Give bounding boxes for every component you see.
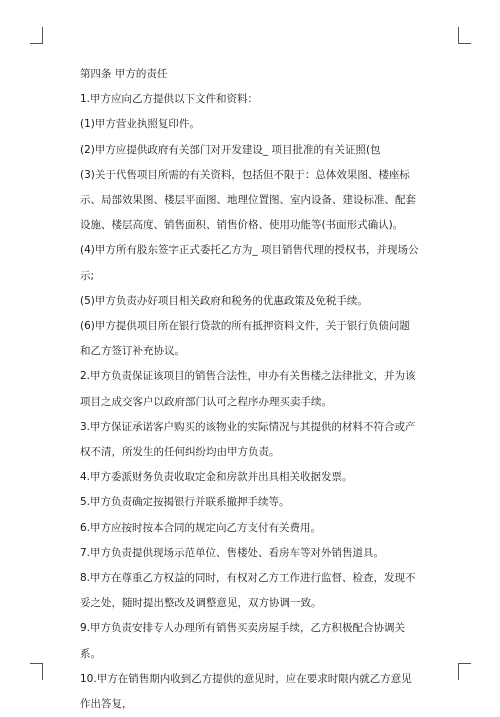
paragraph-6: 6.甲方应按时按本合同的规定向乙方支付有关费用。 [80,521,322,534]
paragraph-9: 9.甲方负责安排专人办理所有销售买卖房屋手续，乙方积极配合协调关系。 [80,622,406,660]
paragraph-1-6: (6)甲方提供项目所在银行贷款的所有抵押资料文件，关于银行负债问题和乙方签订补充协议。 [80,320,410,358]
crop-mark-bottom-left [30,663,43,680]
paragraph-8: 8.甲方在尊重乙方权益的同时，有权对乙方工作进行监督、检查，发现不妥之处，随时提出整改及调整意见，双方协调一致。 [80,572,416,610]
paragraph-5: 5.甲方负责确定按揭银行并联系撤押手续等。 [80,496,290,509]
paragraph-4: 4.甲方委派财务负责收取定金和房款并出具相关收据发票。 [80,471,353,484]
paragraph-1-5: (5)甲方负责办好项目相关政府和税务的优惠政策及免税手续。 [80,294,368,307]
paragraph-7: 7.甲方负责提供现场示范单位、售楼处、看房车等对外销售道具。 [80,546,385,559]
document-body [80,62,420,717]
paragraph-3: 3.甲方保证承诺客户购买的该物业的实际情况与其提供的材料不符合或产权不清，所发生的任何纠纷均由甲方负责。 [80,420,416,459]
paragraph-1-2: (2)甲方应提供政府有关部门对开发建设_ 项目批准的有关证照(包 [80,143,381,156]
paragraph-1-3: (3)关于代售项目所需的有关资料，包括但不限于：总体效果图、楼座标示、局部效果图、楼层平面图、地理位置图、室内设备、建设标准、配套设施、楼层高度、销售面积、销售价格、使用功能等(书面形式确认)。 [80,168,416,232]
crop-mark-top-right [458,27,471,44]
paragraph-2: 2.甲方负责保证该项目的销售合法性，申办有关售楼之法律批文，并为该项目之成交客户以政府部门认可之程序办理买卖手续。 [80,370,416,408]
paragraph-1-1: (1)甲方营业执照复印件。 [80,118,200,131]
crop-mark-top-left [30,27,43,44]
crop-mark-bottom-right [458,663,471,680]
paragraph-10: 10.甲方在销售期内收到乙方提供的意见时，应在要求时限内就乙方意见作出答复， [80,672,412,711]
paragraph-1-4: (4)甲方所有股东签字正式委托乙方为_ 项目销售代理的授权书，并现场公示; [80,244,419,282]
paragraph-1: 1.甲方应向乙方提供以下文件和资料： [80,93,259,106]
section-title: 第四条 甲方的责任 [80,68,168,80]
